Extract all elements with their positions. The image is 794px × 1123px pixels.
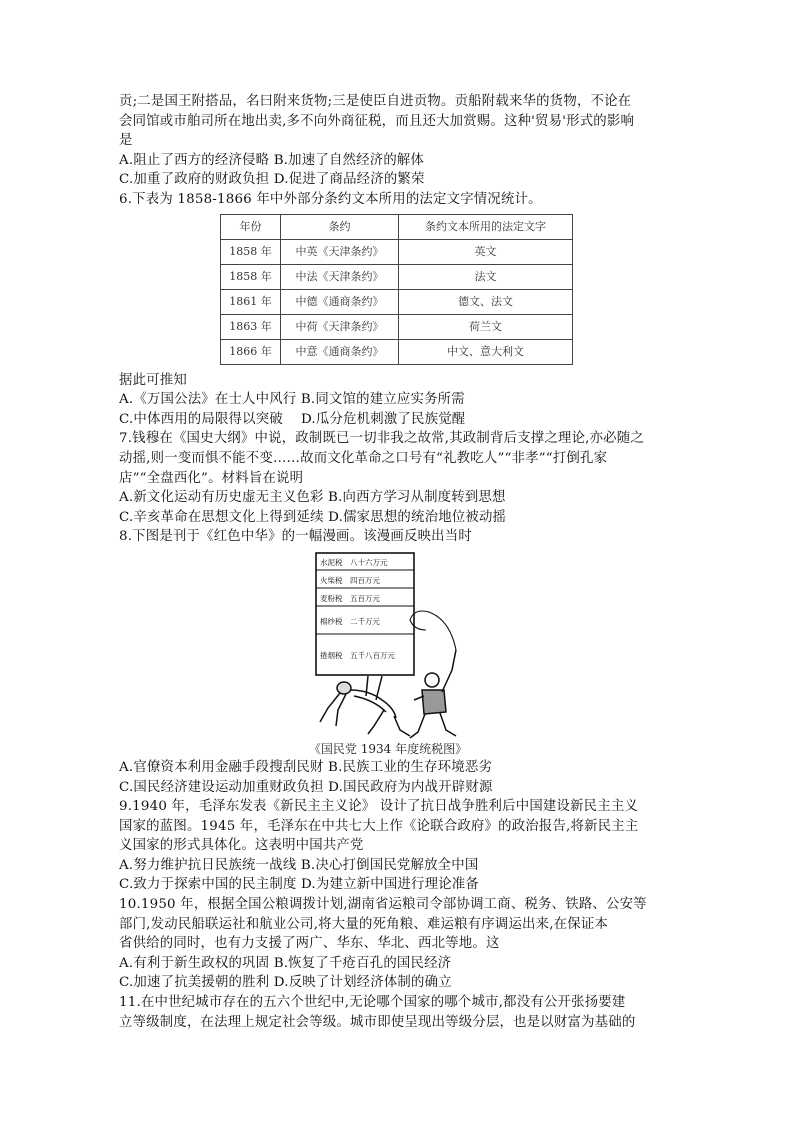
table-row [221, 314, 573, 339]
question-10-stem: 10.1950 年，根据全国公粮调拨计划,湖南省运粮司令部协调工商、税务、铁路、公安等 [119, 897, 647, 913]
table-cell: 英文 [399, 239, 573, 264]
table-cell: 1861 年 [221, 289, 281, 314]
question-9-stem: 9.1940 年，毛泽东发表《新民主主义论》 设计了抗日战争胜利后中国建设新民主主义 [119, 799, 639, 815]
text-line: 动摇,则一变而惧不能不变……故而文化革命之口号有“礼教吃人”“非孝”“打倒孔家 [119, 450, 608, 466]
option-line: C.致力于探索中国的民主制度 D.为建立新中国进行理论准备 [119, 877, 479, 893]
question-8-stem: 8.下图是刊于《红色中华》的一幅漫画。该漫画反映出当时 [119, 529, 472, 545]
table-cell: 德文、法文 [399, 289, 573, 314]
option-line: C.加重了政府的财政负担 D.促进了商品经济的繁荣 [119, 172, 425, 188]
option-line: A.阻止了西方的经济侵略 B.加速了自然经济的解体 [119, 152, 425, 168]
text-line: 省供给的同时，也有力支援了两广、华东、华北、西北等地。这 [119, 936, 500, 952]
table-row [221, 289, 573, 314]
text-line: 义国家的形式具体化。这表明中国共产党 [119, 838, 364, 854]
table-row [221, 239, 573, 264]
table-cell: 1866 年 [221, 339, 281, 364]
table-cell: 中文、意大利文 [399, 339, 573, 364]
option-line: A.官僚资本利用金融手段搜刮民财 B.民族工业的生存环境恶劣 [119, 759, 493, 775]
table-cell: 法文 [399, 264, 573, 289]
burdened-worker-figure [320, 676, 410, 736]
table-header-cell: 条约 [281, 214, 399, 239]
whip-man-figure [410, 611, 456, 738]
table-cell: 中意《通商条约》 [281, 339, 399, 364]
table-cell: 中英《天津条约》 [281, 239, 399, 264]
question-6-stem: 6.下表为 1858-1866 年中外部分条约文本所用的法定文字情况统计。 [119, 191, 542, 207]
table-cell: 1863 年 [221, 314, 281, 339]
board-row-flour-tax: 麦粉税 五百万元 [320, 593, 380, 603]
option-line: A.新文化运动有历史虚无主义色彩 B.向西方学习从制度转到思想 [119, 490, 506, 506]
question-11-stem: 11.在中世纪城市存在的五六个世纪中,无论哪个国家的哪个城市,都没有公开张扬要建 [119, 995, 626, 1011]
treaty-language-table [220, 214, 573, 365]
text-line: 据此可推知 [119, 372, 187, 388]
tax-cartoon [314, 550, 462, 740]
table-cell: 中德《通商条约》 [281, 289, 399, 314]
table-cell: 中荷《天津条约》 [281, 314, 399, 339]
text-line: 店”“全盘西化”。材料旨在说明 [119, 470, 304, 486]
tax-cartoon-drawing [314, 550, 462, 740]
board-row-cigarette-tax: 捲烟税 五千八百万元 [320, 650, 395, 660]
table-header-cell: 条约文本所用的法定文字 [399, 214, 573, 239]
text-line: 贡;二是国王附搭品，名曰附来货物;三是使臣自进贡物。贡船附载来华的货物，不论在 [119, 94, 632, 109]
option-line: A.努力维护抗日民族统一战线 B.决心打倒国民党解放全中国 [119, 857, 479, 873]
question-7-stem: 7.钱穆在《国史大纲》中说，政制既已一切非我之故常,其政制背后支撑之理论,亦必随之 [119, 431, 644, 447]
table-header-row [221, 214, 573, 239]
option-line: C.国民经济建设运动加重财政负担 D.国民政府为内战开辟财源 [119, 779, 493, 795]
option-line: A.有利于新生政权的巩固 B.恢复了千疮百孔的国民经济 [119, 955, 452, 971]
text-line: 部门,发动民船联运社和航业公司,将大量的死角粮、难运粮有序调运出来,在保证本 [119, 916, 609, 932]
questions-6-to-8 [119, 371, 681, 547]
board-row-match-tax: 火柴税 四百万元 [320, 575, 380, 585]
table-cell: 荷兰文 [399, 314, 573, 339]
option-line: C.加速了抗美援朝的胜利 D.反映了计划经济体制的确立 [119, 975, 452, 991]
cartoon-caption: 《国民党 1934 年度统税图》 [308, 741, 468, 756]
table-cell: 1858 年 [221, 264, 281, 289]
board-row-cement-tax: 水泥税 八十六万元 [320, 557, 388, 567]
document-page [119, 92, 681, 1032]
questions-8-to-11 [119, 758, 681, 1032]
table-row [221, 339, 573, 364]
q5-continuation [119, 92, 681, 190]
option-line: C.辛亥革命在思想文化上得到延续 D.儒家思想的统治地位被动摇 [119, 509, 507, 525]
table-cell: 中法《天津条约》 [281, 264, 399, 289]
table-row [221, 264, 573, 289]
table-header-cell: 年份 [221, 214, 281, 239]
treaty-language-table-wrap [220, 214, 681, 365]
text-line: 是 [119, 133, 133, 149]
board-row-yarn-tax: 棉纱税 二千万元 [320, 616, 380, 626]
option-line: C.中体西用的局限得以突破 D.瓜分危机刺激了民族觉醒 [119, 411, 466, 427]
text-line: 会同馆或市舶司所在地出卖,多不向外商征税，而且还大加赏赐。这种'贸易'形式的影响 [119, 113, 635, 129]
text-line: 国家的蓝图。1945 年，毛泽东在中共七大上作《论联合政府》的政治报告,将新民主主 [119, 818, 639, 834]
option-line: A.《万国公法》在士人中风行 B.同文馆的建立应实务所需 [119, 392, 465, 408]
table-cell: 1858 年 [221, 239, 281, 264]
text-line: 立等级制度，在法理上规定社会等级。城市即使呈现出等级分层，也是以财富为基础的 [119, 1014, 636, 1030]
